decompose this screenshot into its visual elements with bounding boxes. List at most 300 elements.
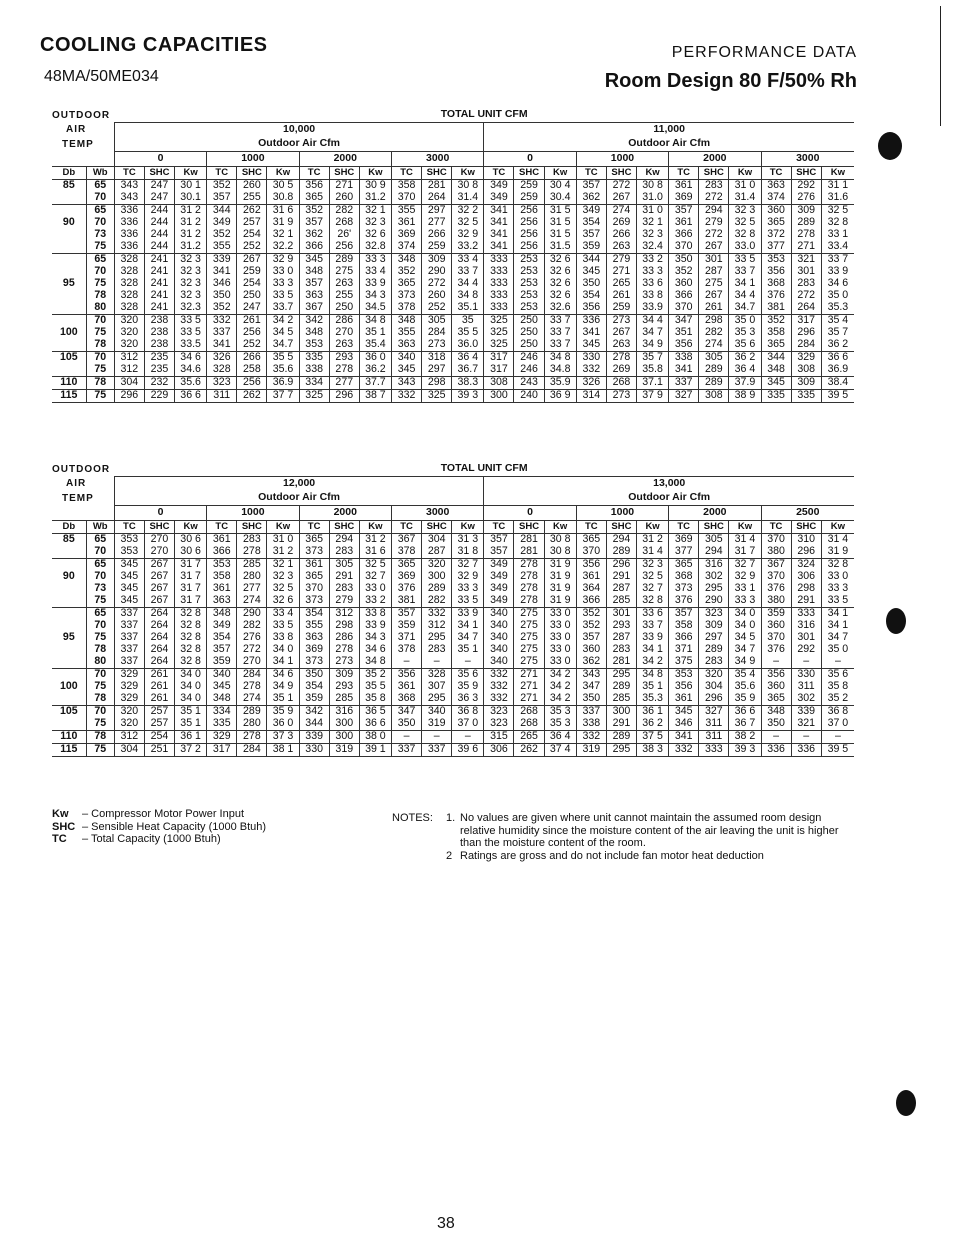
- value-cell: 261: [144, 681, 174, 693]
- value-cell: 282: [329, 205, 359, 218]
- value-cell: 35 4: [821, 315, 854, 328]
- value-cell: 336: [761, 744, 791, 757]
- value-cell: 246: [514, 352, 544, 365]
- value-cell: 345: [669, 706, 699, 719]
- value-cell: 31 5: [544, 205, 576, 218]
- value-cell: 270: [144, 546, 174, 559]
- value-cell: 32 7: [359, 571, 391, 583]
- value-cell: 278: [329, 364, 359, 377]
- value-cell: 329: [114, 693, 144, 706]
- value-cell: 30 5: [267, 180, 299, 193]
- value-cell: 360: [669, 278, 699, 290]
- value-cell: 33 0: [544, 644, 576, 656]
- value-cell: 33 9: [637, 632, 669, 644]
- value-cell: 285: [237, 559, 267, 572]
- value-cell: 35.6: [729, 681, 761, 693]
- unit-cfm-value: 10,000: [114, 123, 484, 138]
- value-cell: 34 4: [637, 315, 669, 328]
- value-cell: 357: [299, 217, 329, 229]
- value-cell: 350: [669, 254, 699, 267]
- value-cell: 335: [299, 352, 329, 365]
- table-row: [52, 559, 854, 572]
- value-cell: 367: [761, 559, 791, 572]
- table-row: [52, 266, 854, 278]
- value-cell: 36 8: [821, 706, 854, 719]
- value-cell: 36.7: [452, 364, 484, 377]
- tc-header: TC: [114, 521, 144, 534]
- value-cell: 296: [329, 390, 359, 403]
- value-cell: 349: [484, 180, 514, 193]
- value-cell: 284: [237, 744, 267, 757]
- value-cell: 355: [391, 205, 421, 218]
- db-cell: [52, 315, 86, 328]
- wb-cell: 75: [86, 718, 114, 731]
- value-cell: 333: [699, 744, 729, 757]
- value-cell: 356: [299, 180, 329, 193]
- value-cell: 338: [299, 364, 329, 377]
- value-cell: 275: [699, 278, 729, 290]
- value-cell: 300: [422, 571, 452, 583]
- value-cell: 366: [669, 632, 699, 644]
- value-cell: 35 5: [452, 327, 484, 339]
- value-cell: 35 6: [452, 669, 484, 682]
- value-cell: 269: [606, 364, 636, 377]
- value-cell: 34 8: [544, 352, 576, 365]
- value-cell: 31 7: [729, 546, 761, 559]
- kw-header: Kw: [452, 521, 484, 534]
- value-cell: 247: [144, 192, 174, 205]
- value-cell: 32.6: [544, 302, 576, 315]
- value-cell: 338: [576, 718, 606, 731]
- value-cell: 336: [791, 744, 821, 757]
- value-cell: 39 5: [821, 744, 854, 757]
- temp-label: TEMP: [62, 138, 94, 150]
- value-cell: 33 0: [544, 656, 576, 669]
- value-cell: 325: [299, 390, 329, 403]
- value-cell: 365: [761, 217, 791, 229]
- value-cell: 355: [299, 620, 329, 632]
- value-cell: 33 5: [729, 254, 761, 267]
- outdoor-cfm-value: 2000: [299, 152, 391, 167]
- value-cell: 34 8: [359, 315, 391, 328]
- value-cell: 304: [422, 534, 452, 547]
- value-cell: 35 9: [729, 693, 761, 706]
- value-cell: 241: [144, 290, 174, 302]
- value-cell: 361: [207, 534, 237, 547]
- value-cell: 345: [576, 266, 606, 278]
- value-cell: 260: [329, 192, 359, 205]
- value-cell: 35 3: [729, 327, 761, 339]
- value-cell: 370: [669, 241, 699, 254]
- db-cell: [52, 656, 86, 669]
- value-cell: 32 2: [452, 205, 484, 218]
- total-unit-cfm-label: TOTAL UNIT CFM: [114, 108, 854, 123]
- value-cell: 35 1: [452, 644, 484, 656]
- value-cell: 325: [484, 327, 514, 339]
- value-cell: 36.9: [267, 377, 299, 390]
- value-cell: 32 8: [175, 644, 207, 656]
- value-cell: 32 5: [267, 583, 299, 595]
- value-cell: 309: [422, 254, 452, 267]
- value-cell: 340: [484, 608, 514, 621]
- value-cell: 306: [484, 744, 514, 757]
- value-cell: 282: [237, 620, 267, 632]
- table-row: [52, 583, 854, 595]
- db-cell: [52, 205, 86, 218]
- value-cell: 278: [237, 546, 267, 559]
- table-row: [52, 632, 854, 644]
- value-cell: 267: [237, 254, 267, 267]
- table-row: [52, 534, 854, 547]
- value-cell: 35.6: [175, 377, 207, 390]
- value-cell: 278: [606, 352, 636, 365]
- value-cell: 305: [699, 534, 729, 547]
- value-cell: 35.6: [267, 364, 299, 377]
- value-cell: 358: [207, 571, 237, 583]
- note-2: 2 Ratings are gross and do not include fan motor heat deduction: [446, 849, 764, 862]
- value-cell: 340: [484, 644, 514, 656]
- value-cell: 309: [791, 377, 821, 390]
- temp-label: TEMP: [62, 492, 94, 504]
- value-cell: 323: [207, 377, 237, 390]
- value-cell: 349: [484, 192, 514, 205]
- value-cell: 282: [699, 327, 729, 339]
- shc-header: SHC: [606, 521, 636, 534]
- value-cell: 246: [514, 364, 544, 377]
- wb-cell: 75: [86, 364, 114, 377]
- db-cell: [52, 546, 86, 559]
- value-cell: 244: [144, 205, 174, 218]
- value-cell: 320: [422, 559, 452, 572]
- value-cell: 334: [299, 377, 329, 390]
- value-cell: 250: [514, 315, 544, 328]
- value-cell: 350: [207, 290, 237, 302]
- page-number: 38: [437, 1215, 455, 1232]
- db-cell: [52, 583, 86, 595]
- value-cell: 323: [484, 706, 514, 719]
- db-cell: [52, 559, 86, 572]
- value-cell: 269: [606, 217, 636, 229]
- value-cell: 30 4: [544, 180, 576, 193]
- value-cell: 31.2: [359, 192, 391, 205]
- outdoor-label: OUTDOOR: [52, 463, 111, 475]
- value-cell: 32 6: [544, 278, 576, 290]
- value-cell: 344: [299, 718, 329, 731]
- kw-header: Kw: [637, 521, 669, 534]
- db-cell: [52, 620, 86, 632]
- value-cell: 311: [207, 390, 237, 403]
- kw-header: Kw: [175, 521, 207, 534]
- kw-header: Kw: [267, 521, 299, 534]
- value-cell: 32 3: [729, 205, 761, 218]
- value-cell: 348: [207, 693, 237, 706]
- value-cell: 38 2: [729, 731, 761, 744]
- value-cell: 328: [114, 254, 144, 267]
- value-cell: 333: [484, 254, 514, 267]
- value-cell: 301: [606, 608, 636, 621]
- value-cell: 337: [114, 644, 144, 656]
- value-cell: 301: [791, 266, 821, 278]
- value-cell: 33 7: [729, 266, 761, 278]
- value-cell: 361: [391, 681, 421, 693]
- value-cell: 256: [514, 217, 544, 229]
- db-cell: [52, 608, 86, 621]
- tc-header: TC: [391, 521, 421, 534]
- value-cell: 355: [391, 327, 421, 339]
- value-cell: 336: [114, 217, 144, 229]
- value-cell: 251: [144, 744, 174, 757]
- value-cell: 252: [422, 302, 452, 315]
- value-cell: 253: [514, 302, 544, 315]
- value-cell: 32.3: [175, 302, 207, 315]
- value-cell: 33 2: [359, 595, 391, 608]
- value-cell: 321: [791, 718, 821, 731]
- value-cell: 34 0: [175, 681, 207, 693]
- value-cell: 33 5: [267, 620, 299, 632]
- value-cell: 349: [484, 571, 514, 583]
- value-cell: 329: [114, 681, 144, 693]
- value-cell: 319: [422, 718, 452, 731]
- value-cell: 34 5: [729, 632, 761, 644]
- value-cell: 336: [114, 229, 144, 241]
- value-cell: 259: [606, 302, 636, 315]
- value-cell: 272: [237, 644, 267, 656]
- value-cell: 31 4: [821, 534, 854, 547]
- value-cell: 26': [329, 229, 359, 241]
- value-cell: 352: [207, 180, 237, 193]
- value-cell: 315: [484, 731, 514, 744]
- value-cell: 244: [144, 241, 174, 254]
- shc-header: SHC: [606, 167, 636, 180]
- value-cell: 34 4: [452, 278, 484, 290]
- value-cell: 283: [329, 583, 359, 595]
- value-cell: 296: [791, 327, 821, 339]
- value-cell: 275: [514, 632, 544, 644]
- value-cell: 31 8: [452, 546, 484, 559]
- shc-header: SHC: [329, 521, 359, 534]
- value-cell: 348: [391, 315, 421, 328]
- db-cell: 105: [59, 351, 78, 364]
- value-cell: 31 0: [267, 534, 299, 547]
- value-cell: 359: [391, 620, 421, 632]
- value-cell: 276: [237, 632, 267, 644]
- section-title: PERFORMANCE DATA: [671, 44, 857, 61]
- value-cell: 344: [207, 205, 237, 218]
- value-cell: 345: [207, 681, 237, 693]
- value-cell: 285: [606, 595, 636, 608]
- wb-cell: 70: [86, 315, 114, 328]
- table-row: [52, 254, 854, 267]
- db-cell: [52, 718, 86, 731]
- outdoor-cfm-value: 2000: [299, 506, 391, 521]
- value-cell: 270: [144, 534, 174, 547]
- value-cell: 345: [761, 377, 791, 390]
- value-cell: 290: [699, 595, 729, 608]
- value-cell: 328: [114, 266, 144, 278]
- model-number: 48MA/50ME034: [44, 68, 159, 85]
- legend-item-kw: Kw – Compressor Motor Power Input: [52, 808, 245, 820]
- value-cell: 345: [299, 254, 329, 267]
- kw-header: Kw: [544, 167, 576, 180]
- value-cell: 263: [329, 278, 359, 290]
- value-cell: 36 2: [821, 339, 854, 352]
- value-cell: 283: [422, 644, 452, 656]
- value-cell: 34 7: [452, 632, 484, 644]
- value-cell: 273: [422, 339, 452, 352]
- value-cell: 34 0: [267, 644, 299, 656]
- value-cell: 300: [484, 390, 514, 403]
- value-cell: 32 5: [637, 571, 669, 583]
- cooling-capacity-table-1: [52, 108, 854, 403]
- value-cell: 370: [669, 302, 699, 315]
- value-cell: 357: [576, 180, 606, 193]
- value-cell: 358: [669, 620, 699, 632]
- value-cell: 31 0: [637, 205, 669, 218]
- tc-header: TC: [207, 167, 237, 180]
- value-cell: 330: [576, 352, 606, 365]
- value-cell: 349: [484, 559, 514, 572]
- value-cell: 293: [329, 681, 359, 693]
- value-cell: 32 7: [637, 583, 669, 595]
- value-cell: 352: [669, 266, 699, 278]
- value-cell: 32 3: [637, 229, 669, 241]
- value-cell: 340: [207, 669, 237, 682]
- value-cell: 358: [761, 327, 791, 339]
- value-cell: 31 7: [175, 595, 207, 608]
- value-cell: 36 0: [359, 352, 391, 365]
- tc-header: TC: [669, 167, 699, 180]
- value-cell: 273: [606, 390, 636, 403]
- value-cell: 316: [329, 706, 359, 719]
- value-cell: 297: [422, 205, 452, 218]
- value-cell: 311: [699, 731, 729, 744]
- value-cell: 241: [144, 254, 174, 267]
- value-cell: 361: [669, 693, 699, 706]
- value-cell: 352: [207, 229, 237, 241]
- db-cell: 100: [59, 681, 78, 693]
- value-cell: 289: [791, 217, 821, 229]
- value-cell: 268: [514, 706, 544, 719]
- kw-header: Kw: [637, 167, 669, 180]
- value-cell: –: [452, 656, 484, 669]
- value-cell: 35 2: [821, 693, 854, 706]
- value-cell: 32 9: [452, 571, 484, 583]
- tc-header: TC: [576, 167, 606, 180]
- value-cell: 37 4: [544, 744, 576, 757]
- value-cell: 353: [761, 254, 791, 267]
- page-title: COOLING CAPACITIES: [40, 34, 268, 56]
- value-cell: 344: [576, 254, 606, 267]
- value-cell: 252: [237, 241, 267, 254]
- value-cell: 373: [299, 546, 329, 559]
- value-cell: 34 6: [359, 644, 391, 656]
- value-cell: –: [821, 731, 854, 744]
- value-cell: 287: [606, 632, 636, 644]
- db-cell: [52, 229, 86, 241]
- value-cell: 350: [761, 718, 791, 731]
- value-cell: 353: [114, 546, 144, 559]
- value-cell: 274: [237, 693, 267, 706]
- value-cell: 309: [329, 669, 359, 682]
- db-cell: [52, 644, 86, 656]
- value-cell: 325: [484, 315, 514, 328]
- value-cell: 34 1: [637, 644, 669, 656]
- value-cell: 347: [669, 315, 699, 328]
- shc-header: SHC: [329, 167, 359, 180]
- value-cell: 312: [422, 620, 452, 632]
- value-cell: 348: [761, 706, 791, 719]
- value-cell: 34 5: [267, 327, 299, 339]
- value-cell: 36 0: [267, 718, 299, 731]
- db-header: Db: [52, 521, 86, 534]
- value-cell: 274: [237, 595, 267, 608]
- value-cell: 33 1: [729, 583, 761, 595]
- value-cell: 36 2: [729, 352, 761, 365]
- value-cell: 325: [484, 339, 514, 352]
- value-cell: 34 2: [544, 681, 576, 693]
- value-cell: 31 9: [544, 595, 576, 608]
- value-cell: 35.9: [544, 377, 576, 390]
- value-cell: 281: [606, 656, 636, 669]
- table-row: [52, 681, 854, 693]
- value-cell: 365: [391, 559, 421, 572]
- value-cell: 283: [606, 644, 636, 656]
- air-label: AIR: [66, 124, 87, 135]
- value-cell: 31 5: [544, 217, 576, 229]
- value-cell: 32 3: [359, 217, 391, 229]
- value-cell: 343: [114, 180, 144, 193]
- wb-cell: 73: [86, 229, 114, 241]
- value-cell: 33 7: [544, 327, 576, 339]
- value-cell: 39 1: [359, 744, 391, 757]
- value-cell: 34 0: [729, 608, 761, 621]
- value-cell: 33 3: [821, 583, 854, 595]
- value-cell: 354: [207, 632, 237, 644]
- note-1: NOTES: 1. No values are given where unit cannot maintain the assumed room design relative humidity since the moisture content of the air leaving the unit is higher than the moisture content of the room.: [392, 812, 839, 849]
- value-cell: 33.5: [175, 339, 207, 352]
- value-cell: 332: [576, 364, 606, 377]
- value-cell: 309: [699, 620, 729, 632]
- value-cell: 253: [514, 290, 544, 302]
- value-cell: 332: [422, 608, 452, 621]
- tc-header: TC: [761, 521, 791, 534]
- value-cell: 33 0: [359, 583, 391, 595]
- table-row: [52, 315, 854, 328]
- value-cell: –: [391, 656, 421, 669]
- value-cell: 31 9: [544, 571, 576, 583]
- wb-cell: 70: [86, 669, 114, 682]
- value-cell: 312: [114, 364, 144, 377]
- value-cell: 310: [791, 534, 821, 547]
- value-cell: 295: [606, 669, 636, 682]
- value-cell: 31.2: [175, 241, 207, 254]
- value-cell: 256: [329, 241, 359, 254]
- value-cell: 293: [329, 352, 359, 365]
- value-cell: 33 7: [544, 315, 576, 328]
- notes: [392, 812, 852, 862]
- value-cell: 34 1: [729, 278, 761, 290]
- value-cell: 32 9: [267, 254, 299, 267]
- value-cell: 354: [576, 217, 606, 229]
- value-cell: 31 4: [637, 546, 669, 559]
- value-cell: 32 6: [544, 266, 576, 278]
- value-cell: 326: [576, 377, 606, 390]
- value-cell: 287: [606, 583, 636, 595]
- value-cell: 297: [422, 364, 452, 377]
- value-cell: 374: [761, 192, 791, 205]
- value-cell: 348: [761, 364, 791, 377]
- value-cell: 337: [422, 744, 452, 757]
